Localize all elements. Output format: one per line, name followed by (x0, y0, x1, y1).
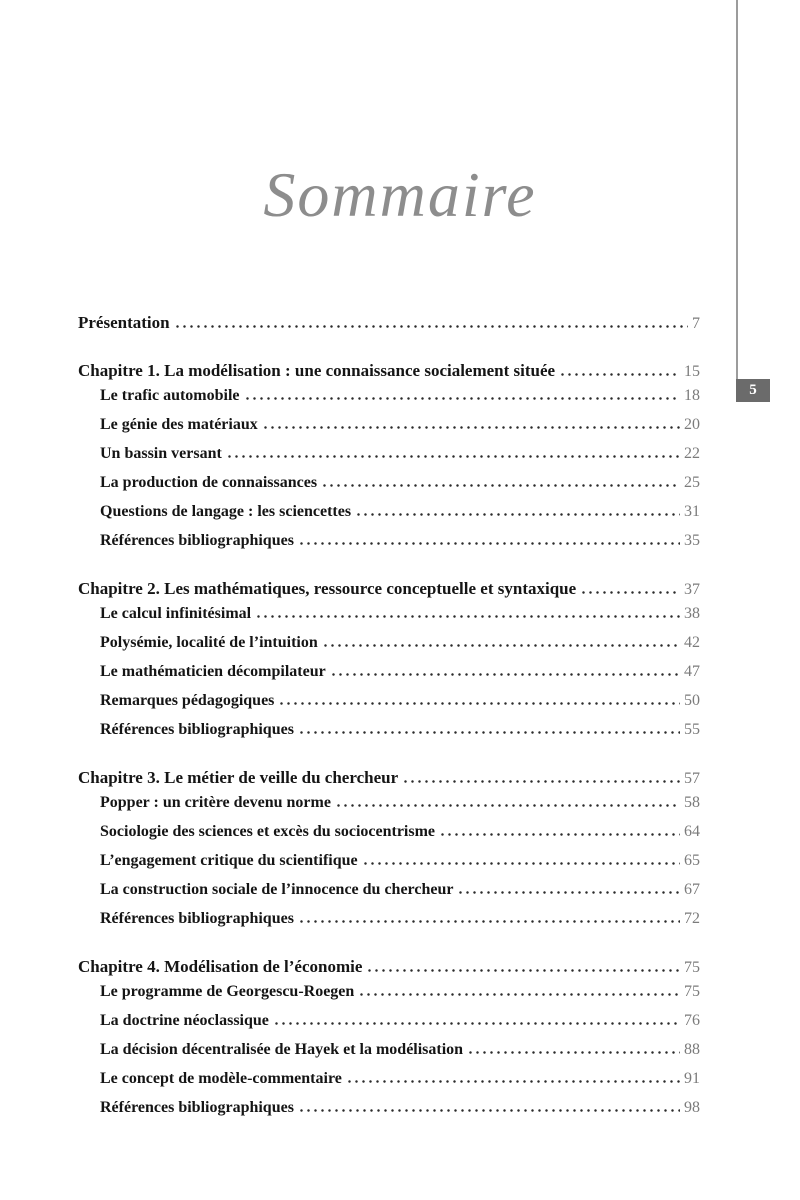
toc-entry-page: 15 (684, 363, 700, 380)
toc-entry-label: La décision décentralisée de Hayek et la modélisation (100, 1041, 464, 1058)
toc-entry-page: 31 (684, 503, 700, 520)
toc-entry (78, 817, 700, 846)
toc-entry-label: Popper : un critère devenu norme (100, 794, 331, 811)
toc-entry-label: Le programme de Georgescu-Roegen (100, 983, 355, 1000)
page-number-label: 5 (749, 382, 757, 398)
toc-entry (78, 686, 700, 715)
toc-entry-label: Chapitre 3. Le métier de veille du chercheur (78, 768, 399, 787)
dot-leader (255, 615, 680, 618)
toc-entry (78, 904, 700, 933)
toc-entry-page: 91 (684, 1070, 700, 1087)
dot-leader (457, 891, 680, 894)
toc-entry-label: Chapitre 2. Les mathématiques, ressource conceptuelle et syntaxique (78, 579, 577, 598)
toc-entry-page: 76 (684, 1012, 700, 1029)
edge-rule (736, 0, 738, 379)
toc-entry-page: 57 (684, 770, 700, 787)
toc-entry-label: Le concept de modèle-commentaire (100, 1070, 342, 1087)
toc-entry-page: 75 (684, 983, 700, 1000)
toc-entry-label: La construction sociale de l’innocence du chercheur (100, 881, 454, 898)
toc-entry-label: Références bibliographiques (100, 532, 294, 549)
toc-entry-label: Remarques pédagogiques (100, 692, 275, 709)
dot-leader (439, 833, 680, 836)
toc-entry (78, 977, 700, 1006)
dot-leader (355, 513, 680, 516)
toc-entry-page: 55 (684, 721, 700, 738)
dot-leader (226, 455, 680, 458)
toc-entry-label: Polysémie, localité de l’intuition (100, 634, 318, 651)
toc-entry-label: Références bibliographiques (100, 1099, 294, 1116)
dot-leader (262, 426, 680, 429)
dot-leader (330, 673, 680, 676)
toc-entry-label: Le trafic automobile (100, 387, 240, 404)
dot-leader (278, 702, 680, 705)
dot-leader (467, 1051, 680, 1054)
dot-leader (244, 397, 680, 400)
toc-entry-label: Présentation (78, 313, 170, 332)
toc-entry-label: La doctrine néoclassique (100, 1012, 269, 1029)
toc-entry-page: 98 (684, 1099, 700, 1116)
dot-leader (559, 373, 680, 376)
dot-leader (335, 804, 680, 807)
toc-entry-page: 7 (692, 315, 700, 332)
toc-entry-label: La production de connaissances (100, 474, 318, 491)
dot-leader (298, 731, 680, 734)
page-title: Sommaire (263, 159, 537, 230)
dot-leader (298, 920, 680, 923)
toc-entry-label: Questions de langage : les sciencettes (100, 503, 352, 520)
toc-entry (78, 788, 700, 817)
dot-leader (402, 780, 680, 783)
toc-entry-page: 58 (684, 794, 700, 811)
dot-leader (580, 591, 680, 594)
toc-entry-page: 18 (684, 387, 700, 404)
toc-entry (78, 875, 700, 904)
toc-entry-page: 20 (684, 416, 700, 433)
toc-entry (78, 1035, 700, 1064)
toc-entry-page: 37 (684, 581, 700, 598)
dot-leader (298, 542, 680, 545)
toc-entry-label: Le génie des matériaux (100, 416, 258, 433)
toc-entry-page: 50 (684, 692, 700, 709)
table-of-contents (78, 308, 700, 1122)
toc-entry-label: Chapitre 1. La modélisation : une connaissance socialement située (78, 361, 556, 380)
toc-entry-page: 75 (684, 959, 700, 976)
toc-entry (78, 497, 700, 526)
toc-entry (78, 628, 700, 657)
toc-entry (78, 381, 700, 410)
toc-entry-page: 67 (684, 881, 700, 898)
toc-entry (78, 599, 700, 628)
toc-entry (78, 657, 700, 686)
toc-entry (78, 1093, 700, 1122)
toc-entry-label: Le mathématicien décompilateur (100, 663, 326, 680)
dot-leader (321, 484, 680, 487)
toc-entry-label: Un bassin versant (100, 445, 222, 462)
dot-leader (358, 993, 680, 996)
toc-entry (78, 1064, 700, 1093)
dot-leader (322, 644, 680, 647)
toc-entry (78, 526, 700, 555)
toc-entry-label: Références bibliographiques (100, 721, 294, 738)
dot-leader (298, 1109, 680, 1112)
toc-entry-label: Sociologie des sciences et excès du sociocentrisme (100, 823, 436, 840)
toc-entry (78, 1006, 700, 1035)
toc-entry-label: Références bibliographiques (100, 910, 294, 927)
toc-entry-page: 65 (684, 852, 700, 869)
toc-entry-page: 64 (684, 823, 700, 840)
toc-entry-page: 35 (684, 532, 700, 549)
dot-leader (174, 325, 688, 328)
dot-leader (362, 862, 680, 865)
toc-entry (78, 846, 700, 875)
toc-entry-page: 47 (684, 663, 700, 680)
toc-entry-label: Chapitre 4. Modélisation de l’économie (78, 957, 363, 976)
dot-leader (346, 1080, 680, 1083)
toc-entry (78, 410, 700, 439)
toc-entry-page: 72 (684, 910, 700, 927)
toc-entry-page: 88 (684, 1041, 700, 1058)
page-number-tab (736, 379, 770, 402)
toc-entry (78, 715, 700, 744)
toc-entry (78, 439, 700, 468)
toc-entry-page: 38 (684, 605, 700, 622)
toc-entry (78, 468, 700, 497)
toc-entry-page: 42 (684, 634, 700, 651)
toc-entry (78, 308, 700, 337)
toc-entry-label: Le calcul infinitésimal (100, 605, 252, 622)
dot-leader (273, 1022, 680, 1025)
toc-entry-page: 25 (684, 474, 700, 491)
dot-leader (366, 969, 680, 972)
toc-entry-page: 22 (684, 445, 700, 462)
toc-entry-label: L’engagement critique du scientifique (100, 852, 358, 869)
